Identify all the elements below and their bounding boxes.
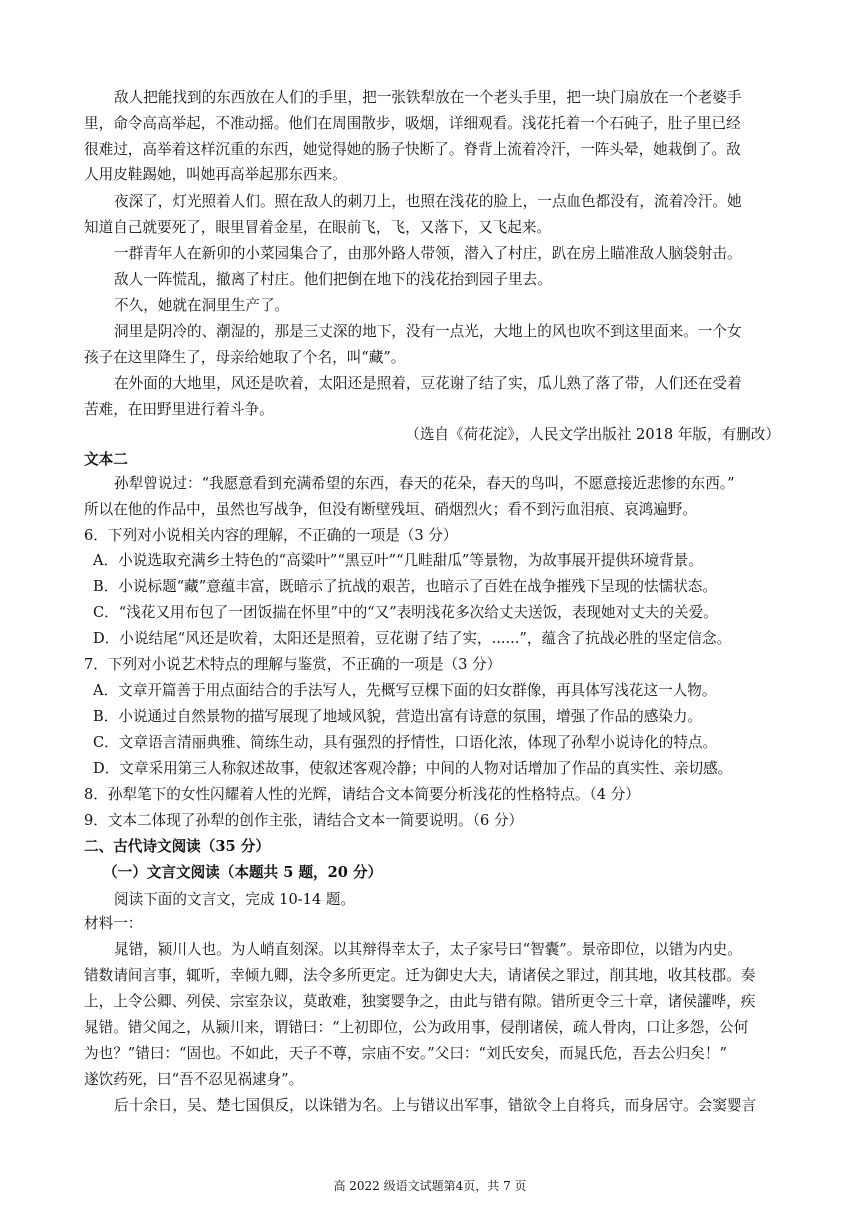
passage-line: 夜深了，灯光照着人们。照在敌人的刺刀上，也照在浅花的脸上，一点血色都没有，流着冷汗。她	[114, 193, 742, 210]
passage-line: 人用皮鞋踢她，叫她再高举起那东西来。	[84, 166, 347, 183]
passage-line: 一群青年人在新卯的小菜园集合了，由那外路人带领，潜入了村庄，趴在房上瞄准敌人脑袋射击。	[114, 245, 742, 262]
q7-option-b: B．小说通过自然景物的描写展现了地域风貌，营造出富有诗意的氛围，增强了作品的感染力。	[93, 708, 703, 725]
q7-option-d: D．文章采用第三人称叙述故事，使叙述客观冷静；中间的人物对话增加了作品的真实性、亲切感。	[93, 760, 733, 777]
classical-line: 晁错，颍川人也。为人峭直刻深。以其辩得幸太子，太子家号曰“智囊”。景帝即位，以错为内史。	[114, 941, 742, 958]
passage-line: 苦难，在田野里进行着斗争。	[84, 401, 274, 418]
material-label: 材料一：	[84, 915, 143, 932]
classical-line: 上，上令公卿、列侯、宗室杂议，莫敢难，独窦婴争之，由此与错有隙。错所更令三十章，诸侯讙哗，疾	[84, 993, 756, 1010]
question-9: 9．文本二体现了孙犁的创作主张，请结合文本一简要说明。（6 分）	[84, 812, 524, 829]
text2-line: 所以在他的作品中，虽然也写战争，但没有断壁残垣、硝烟烈火；看不到污血泪痕、哀鸿遍野。	[84, 501, 697, 518]
page-footer: 高 2022 级语文试题第4页，共 7 页	[333, 1179, 527, 1193]
classical-line: 错数请间言事，辄听，幸倾九卿，法令多所更定。迁为御史大夫，请诸侯之罪过，削其地，收其枝郡。奏	[84, 967, 756, 984]
passage-line: 在外面的大地里，风还是吹着，太阳还是照着，豆花谢了结了实，瓜儿熟了落了带，人们还在受着	[114, 375, 742, 392]
passage-line: 洞里是阴冷的、潮湿的，那是三丈深的地下，没有一点光，大地上的风也吹不到这里面来。一个女	[114, 323, 742, 340]
source-note: （选自《荷花淀》，人民文学出版社 2018 年版，有删改）	[405, 426, 780, 443]
passage-line: 敌人把能找到的东西放在人们的手里，把一张铁犁放在一个老头手里，把一块门扇放在一个老婆手	[114, 89, 742, 106]
q6-option-a: A．小说选取充满乡土特色的“高粱叶”“黑豆叶”“几畦甜瓜”等景物，为故事展开提供环境背景。	[93, 552, 703, 569]
q6-option-d: D．小说结尾“风还是吹着，太阳还是照着，豆花谢了结了实，......”，蕴含了抗战必胜的坚定信念。	[93, 630, 732, 647]
section2-subheading: （一）文言文阅读（本题共 5 题，20 分）	[103, 864, 383, 881]
question-8: 8．孙犁笔下的女性闪耀着人性的光辉，请结合文本简要分析浅花的性格特点。（4 分）	[84, 786, 640, 803]
text2-heading: 文本二	[84, 451, 128, 468]
question-7: 7．下列对小说艺术特点的理解与鉴赏，不正确的一项是（3 分）	[84, 656, 502, 673]
classical-line: 为也？”错曰：“固也。不如此，天子不尊，宗庙不安。”父曰：“刘氏安矣，而晁氏危，吾去公归矣！”	[84, 1045, 727, 1062]
classical-line: 晁错。错父闻之，从颍川来，谓错曰：“上初即位，公为政用事，侵削诸侯，疏人骨肉，口让多怨，公何	[84, 1019, 749, 1036]
passage-line: 敌人一阵慌乱，撤离了村庄。他们把倒在地下的浅花抬到园子里去。	[114, 271, 552, 288]
question-6: 6．下列对小说相关内容的理解，不正确的一项是（3 分）	[84, 527, 458, 544]
q7-option-a: A．文章开篇善于用点面结合的手法写人，先概写豆棵下面的妇女群像，再具体写浅花这一人物。	[93, 682, 717, 699]
passage-line: 孩子在这里降生了，母亲给她取了个名，叫“藏”。	[84, 349, 406, 366]
classical-line: 后十余日，吴、楚七国俱反，以诛错为名。上与错议出军事，错欲令上自将兵，而身居守。会窦婴言	[114, 1097, 757, 1114]
section2-heading: 二、古代诗文阅读（35 分）	[84, 838, 270, 855]
passage-line: 很难过，高举着这样沉重的东西，她觉得她的肠子快断了。脊背上流着冷汗，一阵头晕，她栽倒了。敌	[84, 141, 741, 158]
passage-line: 里，命令高高举起，不准动摇。他们在周围散步，吸烟，详细观看。浅花托着一个石砘子，肚子里已经	[84, 115, 741, 132]
section2-instruction: 阅读下面的文言文，完成 10-14 题。	[114, 891, 356, 908]
q6-option-b: B．小说标题“藏”意蕴丰富，既暗示了抗战的艰苦，也暗示了百姓在战争摧残下呈现的怯懦状态。	[93, 578, 717, 595]
q7-option-c: C．文章语言清丽典雅、简练生动，具有强烈的抒情性，口语化浓，体现了孙犁小说诗化的特点。	[93, 734, 718, 751]
q6-option-c: C．“浅花又用布包了一团饭揣在怀里”中的“又”表明浅花多次给丈夫送饭，表现她对丈夫的关爱。	[93, 604, 718, 621]
classical-line: 遂饮药死，曰“吾不忍见祸逮身”。	[84, 1071, 304, 1088]
passage-line: 知道自己就要死了，眼里冒着金星，在眼前飞，飞，又落下，又飞起来。	[84, 219, 552, 236]
passage-line: 不久，她就在洞里生产了。	[114, 297, 290, 314]
text2-line: 孙犁曾说过：“我愿意看到充满希望的东西，春天的花朵，春天的鸟叫，不愿意接近悲惨的东西。”	[114, 475, 735, 492]
